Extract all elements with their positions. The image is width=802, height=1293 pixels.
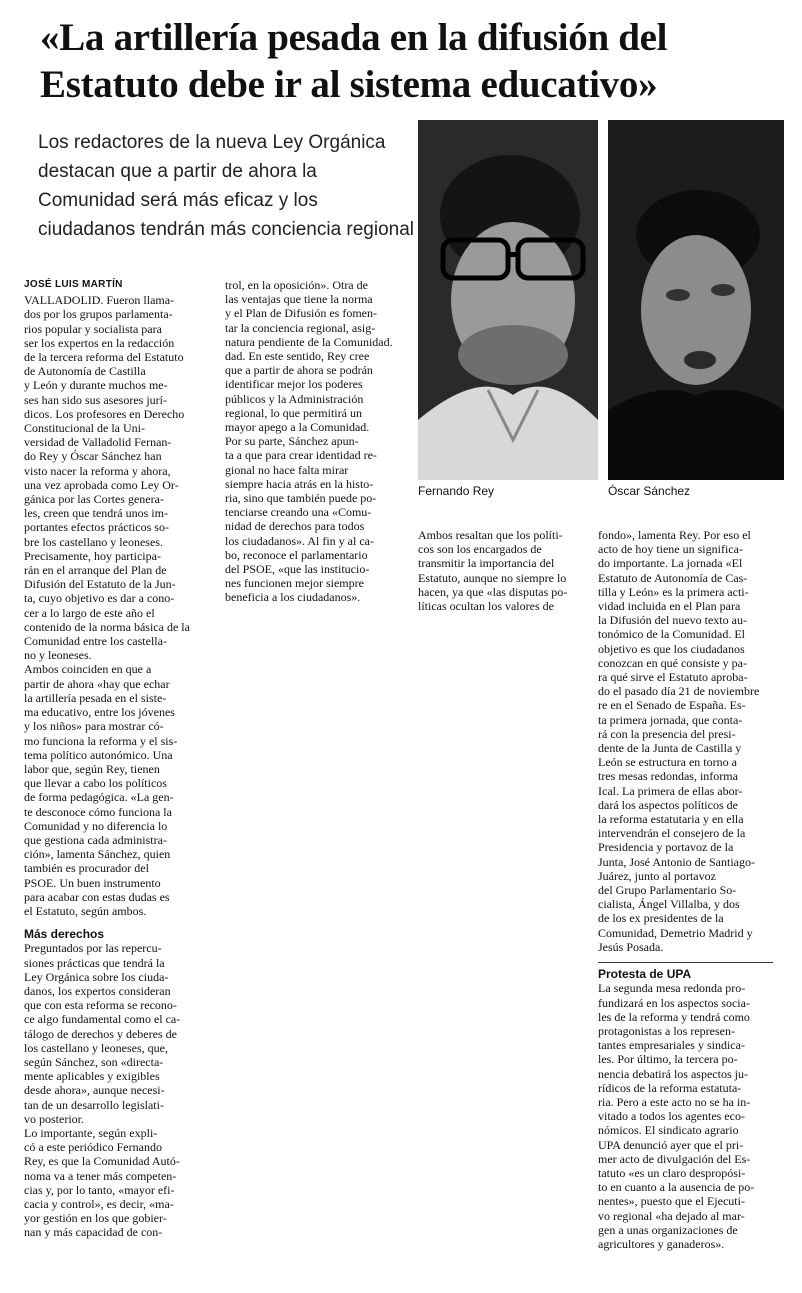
subheading-mas-derechos: Más derechos xyxy=(24,927,105,942)
column-1b-body xyxy=(24,941,202,1239)
text-line: Ambos resaltan que los políti- xyxy=(418,528,563,542)
text-line: siones prácticas que tendrá la xyxy=(24,955,165,970)
text-line: que llevar a cabo los políticos xyxy=(24,776,167,791)
text-line: La segunda mesa redonda pro- xyxy=(598,981,746,996)
headline xyxy=(40,14,790,108)
text-line: UPA denunció ayer que el pri- xyxy=(598,1137,744,1152)
portrait-oscar-sanchez xyxy=(608,120,784,480)
text-line: beneficia a los ciudadanos». xyxy=(225,590,361,605)
photo-oscar-sanchez xyxy=(608,120,784,480)
text-line: Precisamente, hoy participa- xyxy=(24,548,161,563)
text-line: có a este periódico Fernando xyxy=(24,1140,162,1155)
text-line: les, creen que tendrá unos im- xyxy=(24,506,168,521)
text-line: acto de hoy tiene un significa- xyxy=(598,542,743,557)
text-line: versidad de Valladolid Fernan- xyxy=(24,435,172,450)
text-line: desde ahora», aunque necesi- xyxy=(24,1083,165,1098)
text-line: identificar mejor los poderes xyxy=(225,377,363,392)
text-line: los ciudadanos». Al fin y al ca- xyxy=(225,533,374,548)
text-line: Ley Orgánica sobre los ciuda- xyxy=(24,969,169,984)
text-line: dos por los grupos parlamenta- xyxy=(24,307,173,322)
text-line: dará los aspectos políticos de xyxy=(598,797,738,812)
text-line: ción», lamenta Sánchez, quien xyxy=(24,847,171,862)
text-line: regional, lo que permitirá un xyxy=(225,405,362,420)
column-2-body xyxy=(225,278,403,605)
divider xyxy=(598,962,773,963)
text-line: do importante. La jornada «El xyxy=(598,556,743,571)
text-line: les. Por último, la tercera po- xyxy=(598,1052,738,1067)
column-3-body xyxy=(418,528,596,613)
text-line: ta a que para crear identidad re- xyxy=(225,448,377,463)
text-line: cacia y control», es decir, «ma- xyxy=(24,1197,174,1211)
text-line: las ventajas que tiene la norma xyxy=(225,292,373,307)
photo-fernando-rey xyxy=(418,120,598,480)
text-line: para acabar con estas dudas es xyxy=(24,889,170,904)
text-line: ria. Pero a este acto no se ha in- xyxy=(598,1094,751,1109)
text-line: VALLADOLID. Fueron llama- xyxy=(24,293,175,308)
text-line: de forma pedagógica. «La gen- xyxy=(24,790,174,805)
text-line: también es procurador del xyxy=(24,861,149,876)
text-line: re en el Senado de España. Es- xyxy=(598,698,746,713)
text-line: visto nacer la reforma y ahora, xyxy=(24,463,171,478)
text-line: contenido de la norma básica de la xyxy=(24,619,190,634)
text-line: partir de ahora «hay que echar xyxy=(24,676,170,691)
text-line: Estatuto, aunque no siempre lo xyxy=(418,570,567,585)
column-4b-body xyxy=(598,981,776,1251)
text-line: transmitir la importancia del xyxy=(418,556,555,571)
text-line: rídicos de la reforma estatuta- xyxy=(598,1080,742,1095)
article-column-1 xyxy=(24,278,202,1240)
text-line: gen a unas organizaciones de xyxy=(598,1222,738,1237)
text-line: rá con la presencia del presi- xyxy=(598,726,736,741)
text-line: rán en el arranque del Plan de xyxy=(24,563,167,578)
caption-oscar-sanchez: Óscar Sánchez xyxy=(608,484,691,498)
article-column-4 xyxy=(598,528,776,1251)
text-line: nes funcionen mejor siempre xyxy=(225,576,364,591)
dek-line: destacan que a partir de ahora la xyxy=(38,161,317,182)
text-line: danos, los expertos consideran xyxy=(24,983,171,998)
text-line: Lo importante, según expli- xyxy=(24,1125,158,1140)
text-line: Jesús Posada. xyxy=(598,939,664,954)
text-line: ser los expertos en la redacción xyxy=(24,335,175,350)
text-line: conozcan en qué consiste y pa- xyxy=(598,655,747,670)
text-line: Ambos coinciden en que a xyxy=(24,662,152,677)
text-line: que con esta reforma se recono- xyxy=(24,998,177,1013)
text-line: Comunidad entre los castella- xyxy=(24,634,167,649)
text-line: gánica por las Cortes genera- xyxy=(24,492,164,507)
article-column-3 xyxy=(418,528,596,613)
article-column-2 xyxy=(225,278,403,605)
text-line: Presidencia y portavoz de la xyxy=(598,840,734,855)
text-line: los castellano y leoneses, que, xyxy=(24,1040,168,1055)
subheading-protesta-de-upa: Protesta de UPA xyxy=(598,967,692,982)
text-line: yor gestión en los que gobier- xyxy=(24,1211,167,1226)
text-line: gional no hace falta mirar xyxy=(225,462,349,477)
text-line: ria, sino que también puede po- xyxy=(225,491,377,506)
text-line: nentes», puesto que el Ejecuti- xyxy=(598,1194,745,1209)
text-line: mo funciona la reforma y el sis- xyxy=(24,733,178,748)
text-line: PSOE. Un buen instrumento xyxy=(24,875,161,890)
text-line: portantes efectos prácticos so- xyxy=(24,520,169,535)
text-line: vo regional «ha dejado al mar- xyxy=(598,1208,745,1223)
text-line: vo posterior. xyxy=(24,1111,84,1126)
text-line: ta, cuyo objetivo es dar a cono- xyxy=(24,591,175,606)
text-line: vidad incluida en el Plan para xyxy=(598,599,741,614)
text-line: intervendrán el consejero de la xyxy=(598,826,746,841)
text-line: el Estatuto, según ambos. xyxy=(24,903,147,918)
text-line: hacen, ya que «las disputas po- xyxy=(418,584,568,599)
text-line: mente aplicables y exigibles xyxy=(24,1069,160,1084)
text-line: Estatuto de Autonomía de Cas- xyxy=(598,570,748,585)
text-line: Por su parte, Sánchez apun- xyxy=(225,434,359,449)
text-line: dad. En este sentido, Rey cree xyxy=(225,349,370,364)
text-line: bre los castellano y leoneses. xyxy=(24,534,163,549)
text-line: Ical. La primera de ellas abor- xyxy=(598,783,743,798)
text-line: ses han sido sus asesores jurí- xyxy=(24,392,167,407)
text-line: mayor apego a la Comunidad. xyxy=(225,420,370,435)
text-line: Constitucional de la Uni- xyxy=(24,421,145,436)
text-line: públicos y la Administración xyxy=(225,391,364,406)
text-line: ta primera jornada, que conta- xyxy=(598,712,743,727)
text-line: y el Plan de Difusión es fomen- xyxy=(225,306,377,321)
text-line: te desconoce cómo funciona la xyxy=(24,804,172,819)
text-line: tan de un desarrollo legislati- xyxy=(24,1097,164,1112)
text-line: bo, reconoce el parlamentario xyxy=(225,547,368,562)
text-line: la Difusión del nuevo texto au- xyxy=(598,613,747,628)
text-line: tálogo de derechos y deberes de xyxy=(24,1026,177,1041)
text-line: que gestiona cada administra- xyxy=(24,832,167,847)
text-line: de la tercera reforma del Estatuto xyxy=(24,350,184,365)
text-line: rios popular y socialista para xyxy=(24,321,162,336)
text-line: nómicos. El sindicato agrario xyxy=(598,1123,739,1138)
text-line: del PSOE, «que las institucio- xyxy=(225,562,370,577)
text-line: de Autonomía de Castilla xyxy=(24,364,146,379)
text-line: mer acto de divulgación del Es- xyxy=(598,1151,751,1166)
text-line: Rey, es que la Comunidad Autó- xyxy=(24,1154,180,1169)
text-line: Comunidad y no diferencia lo xyxy=(24,818,168,833)
text-line: labor que, según Rey, tienen xyxy=(24,761,160,776)
text-line: Preguntados por las repercu- xyxy=(24,941,162,956)
text-line: Junta, José Antonio de Santiago- xyxy=(598,854,755,869)
text-line: tema político autonómico. Una xyxy=(24,747,173,762)
text-line: cialista, Ángel Villalba, y dos xyxy=(598,897,740,912)
text-line: tenciarse creando una «Comu- xyxy=(225,505,372,520)
text-line: tonómico de la Comunidad. El xyxy=(598,627,745,642)
text-line: ra qué sirve el Estatuto aproba- xyxy=(598,670,748,685)
text-line: natura pendiente de la Comunidad. xyxy=(225,334,393,349)
text-line: fundizará en los aspectos socia- xyxy=(598,995,750,1010)
text-line: tatuto «es un claro despropósi- xyxy=(598,1165,746,1180)
text-line: trol, en la oposición». Otra de xyxy=(225,278,368,292)
text-line: y León y durante muchos me- xyxy=(24,378,168,393)
text-line: cer a lo largo de este año el xyxy=(24,605,155,620)
dek xyxy=(38,128,415,244)
text-line: tantes empresariales y sindica- xyxy=(598,1038,745,1053)
text-line: protagonistas a los represen- xyxy=(598,1023,735,1038)
text-line: fondo», lamenta Rey. Por eso el xyxy=(598,528,751,542)
text-line: tilla y León» es la primera acti- xyxy=(598,584,749,599)
text-line: to en cuanto a la ausencia de po- xyxy=(598,1180,755,1195)
text-line: dente de la Junta de Castilla y xyxy=(598,741,742,756)
caption-fernando-rey: Fernando Rey xyxy=(418,484,495,498)
text-line: y los niños» para mostrar có- xyxy=(24,719,164,734)
text-line: nidad de derechos para todos xyxy=(225,519,365,534)
column-1-body xyxy=(24,293,202,918)
text-line: siempre hacia atrás en la histo- xyxy=(225,476,374,491)
headline-line-1: «La artillería pesada en la difusión del xyxy=(40,16,668,59)
text-line: de los ex presidentes de la xyxy=(598,911,724,926)
text-line: ma educativo, entre los jóvenes xyxy=(24,705,175,720)
dek-line: Comunidad será más eficaz y los xyxy=(38,190,318,211)
text-line: según Sánchez, son «directa- xyxy=(24,1054,164,1069)
text-line: do el pasado día 21 de noviembre xyxy=(598,684,760,699)
text-line: vitado a todos los agentes eco- xyxy=(598,1109,745,1124)
text-line: Comunidad, Demetrio Madrid y xyxy=(598,925,753,940)
text-line: del Grupo Parlamentario So- xyxy=(598,883,737,898)
text-line: tres mesas redondas, informa xyxy=(598,769,738,784)
text-line: la artillería pesada en el siste- xyxy=(24,690,167,705)
text-line: noma va a tener más competen- xyxy=(24,1168,177,1183)
text-line: dicos. Los profesores en Derecho xyxy=(24,406,185,421)
text-line: agricultores y ganaderos». xyxy=(598,1236,725,1251)
portrait-fernando-rey xyxy=(418,120,598,480)
text-line: do Rey y Óscar Sánchez han xyxy=(24,449,162,464)
text-line: una vez aprobada como Ley Or- xyxy=(24,477,179,492)
text-line: tar la conciencia regional, asig- xyxy=(225,320,376,335)
text-line: cos son los encargados de xyxy=(418,542,542,557)
byline: JOSÉ LUIS MARTÍN xyxy=(24,279,123,290)
text-line: ce algo fundamental como el ca- xyxy=(24,1012,181,1027)
dek-line: Los redactores de la nueva Ley Orgánica xyxy=(38,132,386,153)
text-line: Juárez, junto al portavoz xyxy=(598,868,716,883)
text-line: les de la reforma y tendrá como xyxy=(598,1009,750,1024)
text-line: cias y, por lo tanto, «mayor efi- xyxy=(24,1182,175,1197)
text-line: que a partir de ahora se podrán xyxy=(225,363,373,378)
text-line: objetivo es que los ciudadanos xyxy=(598,641,745,656)
text-line: líticas ocultan los valores de xyxy=(418,599,554,614)
text-line: León se estructura en torno a xyxy=(598,755,737,770)
headline-line-2: Estatuto debe ir al sistema educativo» xyxy=(40,63,658,106)
text-line: nan y más capacidad de con- xyxy=(24,1225,163,1240)
text-line: no y leoneses. xyxy=(24,648,92,663)
text-line: Difusión del Estatuto de la Jun- xyxy=(24,577,176,592)
text-line: la reforma estatutaria y en ella xyxy=(598,812,744,827)
column-4-body xyxy=(598,528,776,954)
dek-line: ciudadanos tendrán más conciencia regional xyxy=(38,219,415,240)
text-line: nencia debatirá los aspectos ju- xyxy=(598,1066,748,1081)
